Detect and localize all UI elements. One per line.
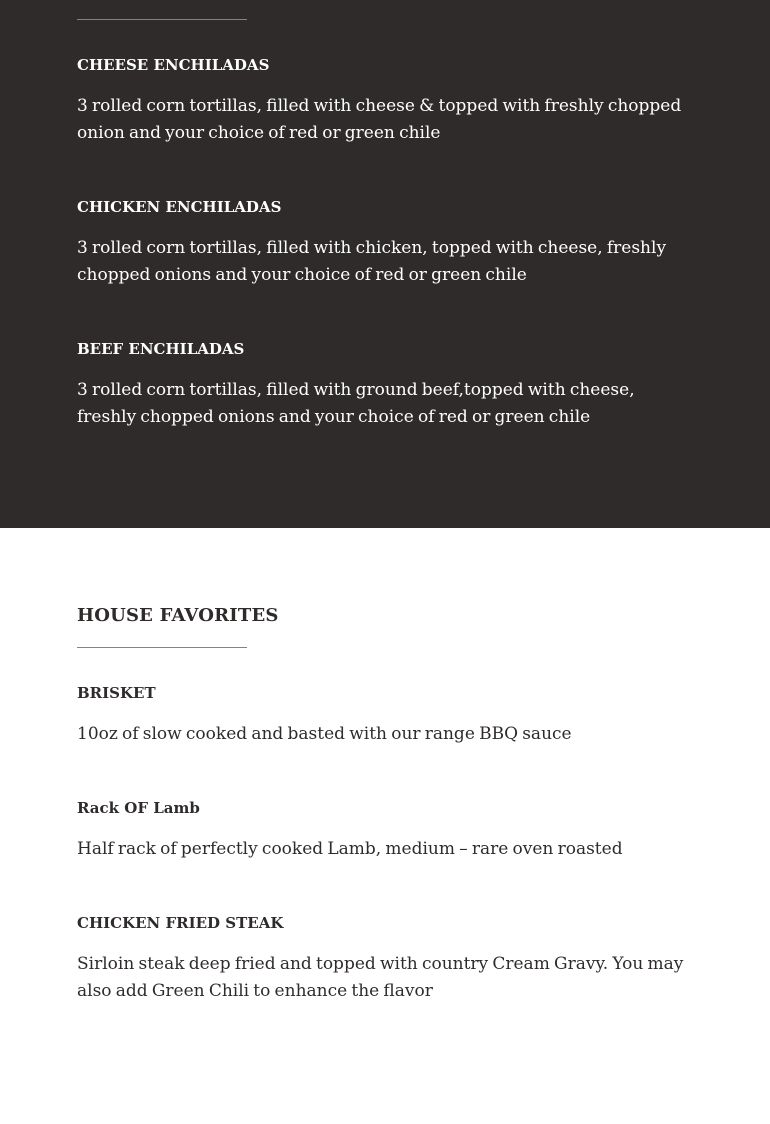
menu-item-description: 3 rolled corn tortillas, filled with cheese & topped with freshly chopped onion and your choice of red or green chile [77,96,682,143]
menu-item-description: 3 rolled corn tortillas, filled with chicken, topped with cheese, freshly chopped onions and your choice of red or green chile [77,238,667,285]
menu-item-name: CHEESE ENCHILADAS [77,56,270,74]
menu-item-name: BRISKET [77,684,156,702]
menu-item-name: CHICKEN ENCHILADAS [77,198,282,216]
menu-item-name: Rack OF Lamb [77,799,200,817]
house-favorites-section [0,528,770,1124]
section-title-underline [77,19,247,20]
menu-item-description: 10oz of slow cooked and basted with our range BBQ sauce [77,724,572,744]
section-title-underline [77,647,247,648]
menu-item-name: BEEF ENCHILADAS [77,340,245,358]
section-title: HOUSE FAVORITES [77,605,279,626]
menu-item-name: CHICKEN FRIED STEAK [77,914,284,932]
menu-item-description: Half rack of perfectly cooked Lamb, medium – rare oven roasted [77,839,623,859]
menu-item-description: Sirloin steak deep fried and topped with country Cream Gravy. You may also add Green Chili to enhance the flavor [77,954,684,1001]
menu-item-description: 3 rolled corn tortillas, filled with ground beef,topped with cheese, freshly chopped onions and your choice of red or green chile [77,380,635,427]
enchiladas-section [0,0,770,528]
